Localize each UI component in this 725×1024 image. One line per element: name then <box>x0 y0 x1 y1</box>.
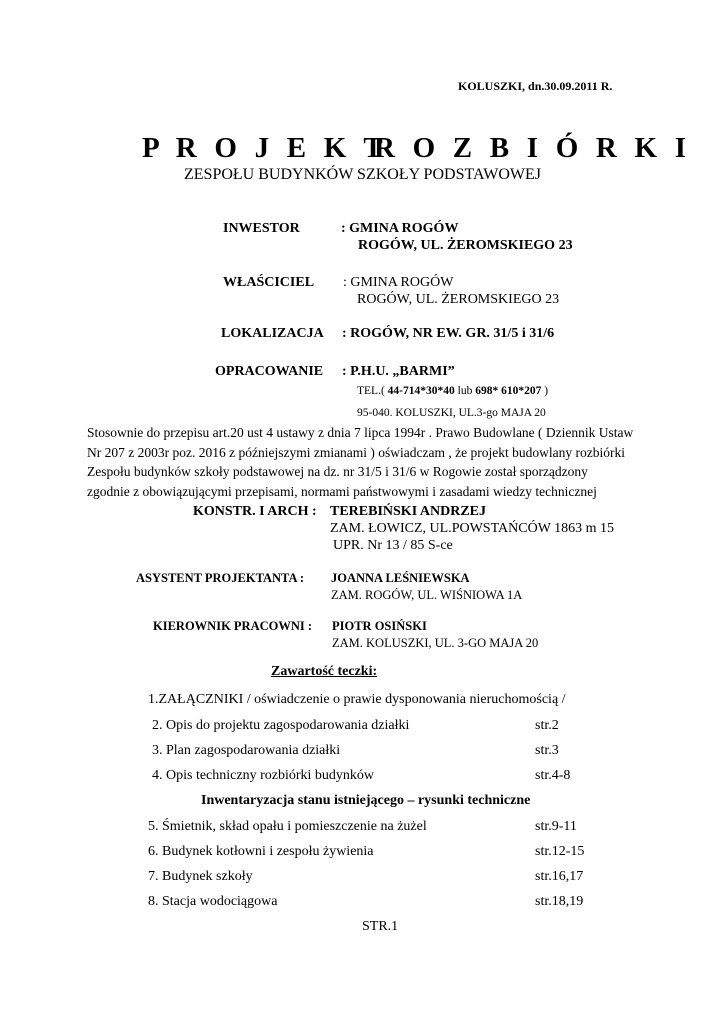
statement-line: zgodnie z obowiązującymi przepisami, normami państwowymi i zasadami wiedzy technicznej <box>87 483 597 499</box>
contents-item: 8. Stacja wodociągowa <box>148 894 278 909</box>
inventory-heading: Inwentaryzacja stanu istniejącego – rysunki techniczne <box>201 793 531 808</box>
statement-line: Zespołu budynków szkoły podstawowej na dz. nr 31/5 i 31/6 w Rogowie został sporządzony <box>87 464 588 479</box>
owner-line2: ROGÓW, UL. ŻEROMSKIEGO 23 <box>357 292 560 307</box>
tel-mid: lub <box>454 385 476 397</box>
contents-item-page: str.2 <box>535 718 559 733</box>
prepared-phone <box>357 385 548 397</box>
place-date: KOLUSZKI, dn.30.09.2011 R. <box>458 79 613 93</box>
tel-suffix: ) <box>541 385 549 397</box>
title-rozbiorki: R O Z B I Ó R K I <box>374 132 692 164</box>
investor-label: INWESTOR <box>223 221 300 236</box>
contents-item: 5. Śmietnik, skład opału i pomieszczenie na żużel <box>148 819 427 834</box>
tel-prefix: TEL.( <box>357 385 388 397</box>
owner-label: WŁAŚCICIEL <box>223 275 315 290</box>
contents-item-page: str.4-8 <box>535 768 571 783</box>
designer-address: ZAM. ŁOWICZ, UL.POWSTAŃCÓW 1863 m 15 <box>330 521 615 536</box>
contents-item-page: str.12-15 <box>535 844 585 859</box>
contents-item-page: str.3 <box>535 743 559 758</box>
contents-item: 6. Budynek kotłowni i zespołu żywienia <box>148 844 374 859</box>
page-number: STR.1 <box>362 919 399 934</box>
investor-line2: ROGÓW, UL. ŻEROMSKIEGO 23 <box>358 238 573 253</box>
assistant-name: JOANNA LEŚNIEWSKA <box>331 571 470 585</box>
contents-heading: Zawartość teczki: <box>271 664 378 679</box>
subtitle: ZESPOŁU BUDYNKÓW SZKOŁY PODSTAWOWEJ <box>184 166 541 183</box>
contents-item: 4. Opis techniczny rozbiórki budynków <box>152 768 375 783</box>
statement-paragraph <box>87 423 634 501</box>
location-value: : ROGÓW, NR EW. GR. 31/5 i 31/6 <box>342 326 555 341</box>
contents-item-page: str.16,17 <box>535 869 584 884</box>
designer-name: TEREBIŃSKI ANDRZEJ <box>330 504 486 519</box>
assistant-address: ZAM. ROGÓW, UL. WIŚNIOWA 1A <box>331 588 523 602</box>
owner-line1: : GMINA ROGÓW <box>343 275 454 290</box>
location-label: LOKALIZACJA <box>221 326 324 341</box>
assistant-label: ASYSTENT PROJEKTANTA : <box>136 571 305 585</box>
statement-line: Stosownie do przepisu art.20 ust 4 ustawy z dnia 7 lipca 1994r . Prawo Budowlane ( Dziennik Ustaw <box>87 425 634 440</box>
title-projekt: P R O J E K T <box>142 132 388 164</box>
contents-item-page: str.18,19 <box>535 894 584 909</box>
manager-address: ZAM. KOLUSZKI, UL. 3-GO MAJA 20 <box>332 636 539 650</box>
contents-item: 3. Plan zagospodarowania działki <box>152 743 341 758</box>
manager-label: KIEROWNIK PRACOWNI : <box>153 619 313 633</box>
prepared-address: 95-040. KOLUSZKI, UL.3-go MAJA 20 <box>357 407 546 419</box>
designer-label: KONSTR. I ARCH : <box>193 504 317 519</box>
prepared-label: OPRACOWANIE <box>215 364 324 379</box>
contents-attachments: 1.ZAŁĄCZNIKI / oświadczenie o prawie dysponowania nieruchomością / <box>148 692 566 707</box>
designer-license: UPR. Nr 13 / 85 S-ce <box>333 538 453 553</box>
contents-item-page: str.9-11 <box>535 819 577 834</box>
statement-line: Nr 207 z 2003r poz. 2016 z późniejszymi zmianami ) oświadczam , że projekt budowlany rozbiórki <box>87 444 625 460</box>
prepared-company: : P.H.U. „BARMI” <box>342 364 455 379</box>
contents-item: 2. Opis do projektu zagospodarowania działki <box>152 718 410 733</box>
contents-item: 7. Budynek szkoły <box>148 869 253 884</box>
tel-number-2: 698* 610*207 <box>475 385 542 397</box>
manager-name: PIOTR OSIŃSKI <box>332 619 427 633</box>
tel-number-1: 44-714*30*40 <box>387 385 455 397</box>
investor-line1: : GMINA ROGÓW <box>341 221 459 236</box>
